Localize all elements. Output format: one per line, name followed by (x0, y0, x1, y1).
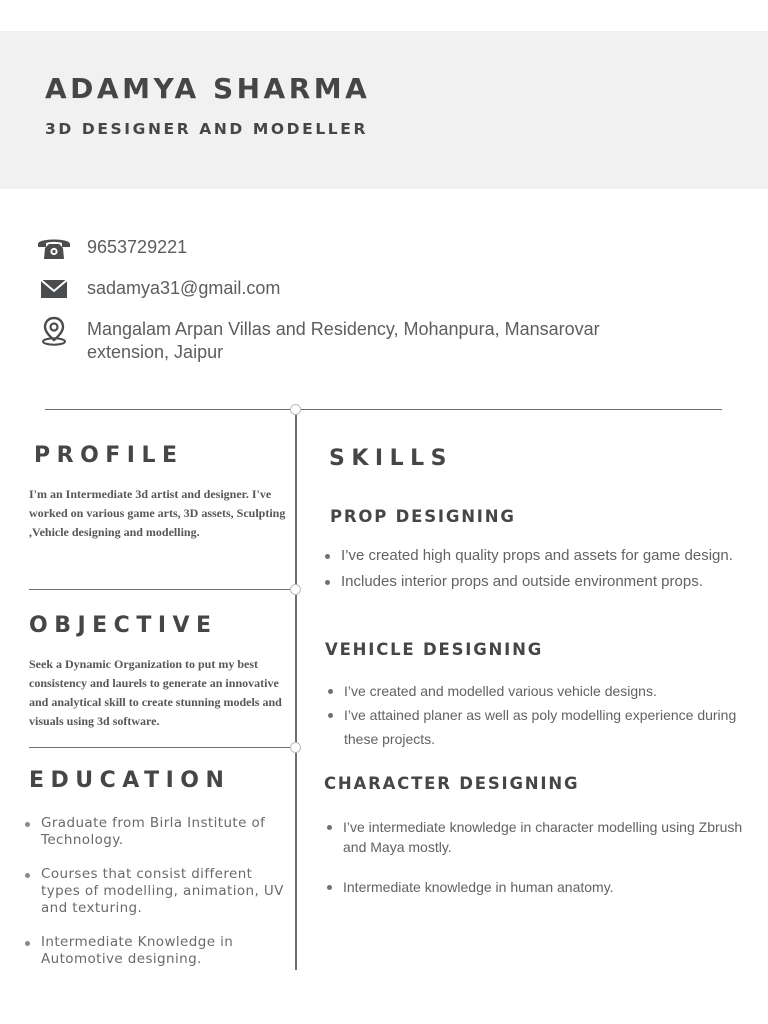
section-divider (45, 409, 722, 410)
envelope-icon (36, 274, 72, 304)
vehicle-designing-heading: VEHICLE DESIGNING (325, 640, 544, 659)
job-title: 3D DESIGNER AND MODELLER (45, 120, 369, 138)
skill-item: Intermediate knowledge in human anatomy. (343, 877, 748, 897)
skills-heading: SKILLS (329, 446, 453, 471)
skill-item: Includes interior props and outside environment props. (341, 573, 761, 591)
education-item: Intermediate Knowledge in Automotive designing. (22, 934, 284, 968)
candidate-name: ADAMYA SHARMA (45, 72, 371, 105)
prop-designing-list (341, 547, 761, 599)
skill-item: I’ve intermediate knowledge in character modelling using Zbrush and Maya mostly. (343, 817, 748, 857)
timeline-node (290, 404, 301, 415)
objective-divider (29, 747, 295, 748)
vehicle-designing-list (344, 679, 756, 751)
location-pin-icon (36, 316, 72, 346)
education-list (22, 815, 284, 985)
timeline-node (290, 584, 301, 595)
email-address: sadamya31@gmail.com (87, 278, 281, 298)
education-item: Courses that consist different types of modelling, animation, UV and texturing. (22, 866, 284, 917)
character-designing-heading: CHARACTER DESIGNING (324, 774, 580, 793)
objective-text: Seek a Dynamic Organization to put my best consistency and laurels to generate an innovative and analytical skill to create stunning models and visuals using 3d software. (29, 657, 282, 728)
skill-item: I’ve created high quality props and assets for game design. (341, 547, 761, 565)
objective-heading: OBJECTIVE (29, 613, 218, 638)
skill-item: I’ve attained planer as well as poly modelling experience during these projects. (344, 703, 756, 751)
profile-text: I'm an Intermediate 3d artist and designer. I've worked on various game arts, 3D assets, Sculpting ,Vehicle designing and modelling. (29, 487, 286, 539)
timeline-line (295, 409, 297, 970)
skill-item: I’ve created and modelled various vehicle designs. (344, 679, 756, 703)
header-band (0, 31, 768, 189)
education-item: Graduate from Birla Institute of Technology. (22, 815, 284, 849)
postal-address: Mangalam Arpan Villas and Residency, Mohanpura, Mansarovar extension, Jaipur (87, 319, 600, 362)
phone-number: 9653729221 (87, 237, 188, 257)
prop-designing-heading: PROP DESIGNING (330, 507, 516, 526)
character-designing-list (343, 817, 748, 917)
profile-divider (29, 589, 295, 590)
profile-heading: PROFILE (34, 443, 184, 468)
timeline-node (290, 742, 301, 753)
education-heading: EDUCATION (29, 768, 231, 793)
phone-icon (36, 233, 72, 263)
